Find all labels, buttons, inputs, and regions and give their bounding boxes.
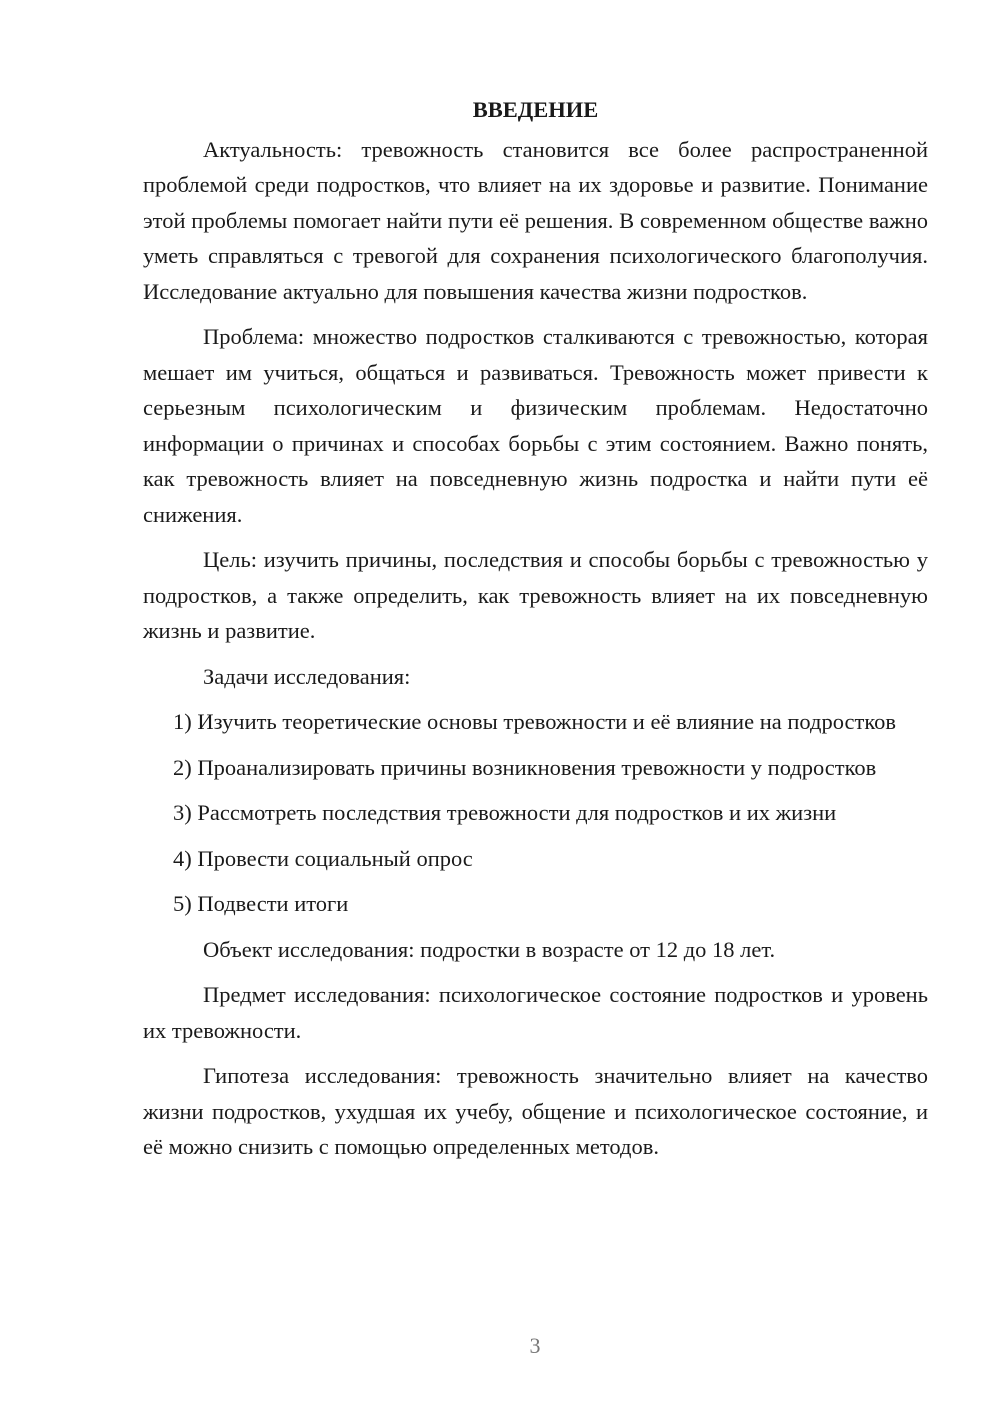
hypothesis-paragraph: Гипотеза исследования: тревожность значительно влияет на качество жизни подростков, ухудшая их учебу, общение и психологическое состояние, и её можно снизить с помощью определенных методов. <box>143 1063 928 1159</box>
task-item: 2) Проанализировать причины возникновения тревожности у подростков <box>173 754 877 780</box>
tasks-list <box>143 704 928 922</box>
task-item: 5) Подвести итоги <box>173 891 349 916</box>
task-item: 3) Рассмотреть последствия тревожности для подростков и их жизни <box>173 800 837 825</box>
task-item: 4) Провести социальный опрос <box>173 845 473 871</box>
object-paragraph: Объект исследования: подростки в возрасте от 12 до 18 лет. <box>203 936 776 962</box>
document-page <box>143 92 928 1175</box>
goal-paragraph: Цель: изучить причины, последствия и способы борьбы с тревожностью у подростков, а также определить, как тревожность влияет на их повседневную жизнь и развитие. <box>143 547 928 643</box>
task-item: 1) Изучить теоретические основы тревожности и её влияние на подростков <box>173 709 896 734</box>
page-title: ВВЕДЕНИЕ <box>472 97 599 122</box>
page-number: 3 <box>529 1333 541 1358</box>
problem-paragraph: Проблема: множество подростков сталкиваются с тревожностью, которая мешает им учиться, общаться и развиваться. Тревожность может привести к серьезным психологическим и физическим проблемам. Недостаточно информации о причинах и способах борьбы с этим состоянием. Важно понять, как тревожность влияет на повседневную жизнь подростка и найти пути её снижения. <box>143 324 928 527</box>
tasks-label: Задачи исследования: <box>203 663 411 689</box>
relevance-paragraph: Актуальность: тревожность становится все более распространенной проблемой среди подростков, что влияет на их здоровье и развитие. Понимание этой проблемы помогает найти пути её решения. В современном обществе важно уметь справляться с тревогой для сохранения психологического благополучия. Исследование актуально для повышения качества жизни подростков. <box>143 136 928 304</box>
subject-paragraph: Предмет исследования: психологическое состояние подростков и уровень их тревожности. <box>143 982 928 1043</box>
